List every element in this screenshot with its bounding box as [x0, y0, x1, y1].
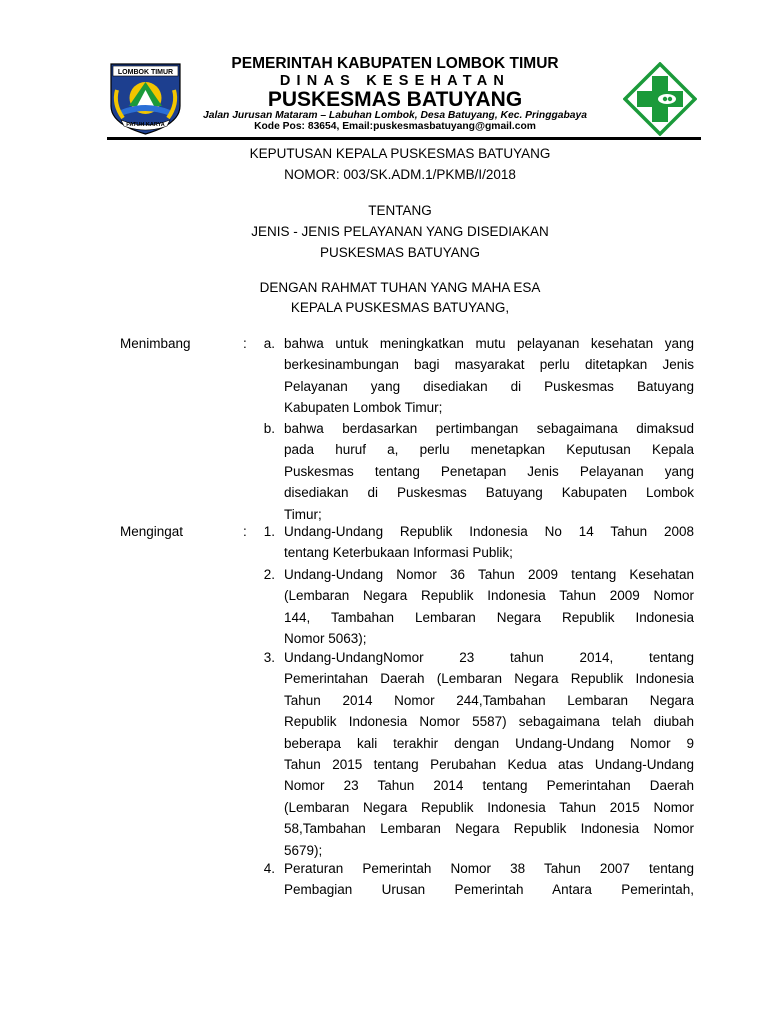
- considering-item-b: [284, 418, 694, 525]
- subject-line-1: JENIS - JENIS PELAYANAN YANG DISEDIAKAN: [251, 224, 549, 239]
- recalling-label: Mengingat: [120, 524, 184, 539]
- text-line: (Lembaran Negara Republik Indonesia Tahun 2009 Nomor: [284, 588, 694, 604]
- letterhead-contact: Kode Pos: 83654, Email:puskesmasbatuyang@gmail.com: [254, 121, 536, 132]
- text-line: Puskesmas tentang Penetapan Jenis Pelayanan yang: [284, 463, 694, 479]
- recalling-marker-4: 4.: [263, 861, 275, 876]
- recalling-item-3: [284, 647, 694, 861]
- considering-colon: :: [243, 336, 247, 351]
- considering-marker-b: b.: [263, 421, 275, 436]
- recalling-colon: :: [243, 524, 247, 539]
- considering-label: Menimbang: [120, 336, 191, 351]
- puskesmas-logo: [623, 62, 697, 136]
- letterhead-address: Jalan Jurusan Mataram – Labuhan Lombok, Desa Batuyang, Kec. Pringgabaya: [203, 110, 587, 121]
- about-label: TENTANG: [368, 203, 432, 218]
- text-line: Tahun 2014 Nomor 244,Tambahan Lembaran Negara: [284, 692, 694, 708]
- text-line: tentang Keterbukaan Informasi Publik;: [284, 545, 513, 561]
- considering-item-a: [284, 333, 694, 419]
- text-line: 58,Tambahan Lembaran Negara Republik Indonesia Nomor: [284, 821, 694, 837]
- text-line: Pembagian Urusan Pemerintah Antara Pemerintah,: [284, 882, 694, 898]
- recalling-item-2: [284, 564, 694, 650]
- recalling-item-1: [284, 521, 694, 564]
- blessing-line-2: KEPALA PUSKESMAS BATUYANG,: [290, 300, 510, 315]
- text-line: beberapa kali terakhir dengan Undang-Undang Nomor 9: [284, 735, 694, 751]
- text-line: Undang-Undang Republik Indonesia No 14 Tahun 2008: [284, 524, 694, 539]
- letterhead-government: PEMERINTAH KABUPATEN LOMBOK TIMUR: [231, 55, 559, 72]
- blessing-line-1: DENGAN RAHMAT TUHAN YANG MAHA ESA: [259, 280, 541, 295]
- text-line: Timur;: [284, 506, 322, 522]
- text-line: Tahun 2015 tentang Perubahan Kedua atas Undang-Undang: [284, 756, 694, 772]
- recalling-marker-1: 1.: [263, 524, 275, 539]
- subject-line-2: PUSKESMAS BATUYANG: [319, 245, 481, 260]
- recalling-marker-2: 2.: [263, 567, 275, 582]
- decree-title: KEPUTUSAN KEPALA PUSKESMAS BATUYANG: [249, 146, 551, 161]
- text-line: Pelayanan yang disediakan di Puskesmas Batuyang: [284, 378, 694, 394]
- considering-marker-a: a.: [263, 336, 275, 351]
- text-line: pada huruf a, perlu menetapkan Keputusan Kepala: [284, 442, 694, 458]
- text-line: (Lembaran Negara Republik Indonesia Tahun 2015 Nomor: [284, 799, 694, 815]
- text-line: Undang-Undang Nomor 36 Tahun 2009 tentang Kesehatan: [284, 567, 694, 582]
- recalling-marker-3: 3.: [263, 650, 275, 665]
- regency-crest-logo: [107, 60, 184, 136]
- text-line: Undang-UndangNomor 23 tahun 2014, tentang: [284, 650, 694, 665]
- letterhead-agency: DINAS KESEHATAN: [279, 73, 511, 89]
- text-line: Peraturan Pemerintah Nomor 38 Tahun 2007 tentang: [284, 861, 694, 876]
- crest-top-text: LOMBOK TIMUR: [117, 69, 174, 76]
- text-line: Nomor 23 Tahun 2014 tentang Pemerintahan Daerah: [284, 778, 694, 794]
- text-line: Republik Indonesia Nomor 5587) sebagaimana telah diubah: [284, 714, 694, 730]
- text-line: berkesinambungan bagi masyarakat perlu ditetapkan Jenis: [284, 357, 694, 373]
- text-line: Nomor 5063);: [284, 631, 367, 647]
- text-line: bahwa berdasarkan pertimbangan sebagaimana dimaksud: [284, 421, 694, 436]
- text-line: 5679);: [284, 842, 323, 858]
- text-line: 144, Tambahan Lembaran Negara Republik Indonesia: [284, 609, 694, 625]
- letterhead-divider: [107, 137, 701, 140]
- recalling-item-4: [284, 858, 694, 901]
- text-line: Kabupaten Lombok Timur;: [284, 400, 443, 416]
- decree-number: NOMOR: 003/SK.ADM.1/PKMB/I/2018: [284, 167, 516, 182]
- text-line: disediakan di Puskesmas Batuyang Kabupaten Lombok: [284, 485, 694, 501]
- letterhead-unit: PUSKESMAS BATUYANG: [267, 88, 523, 111]
- crest-motto-text: PATUH KARYA: [126, 122, 165, 128]
- text-line: bahwa untuk meningkatkan mutu pelayanan kesehatan yang: [284, 336, 694, 351]
- text-line: Pemerintahan Daerah (Lembaran Negara Republik Indonesia: [284, 671, 694, 687]
